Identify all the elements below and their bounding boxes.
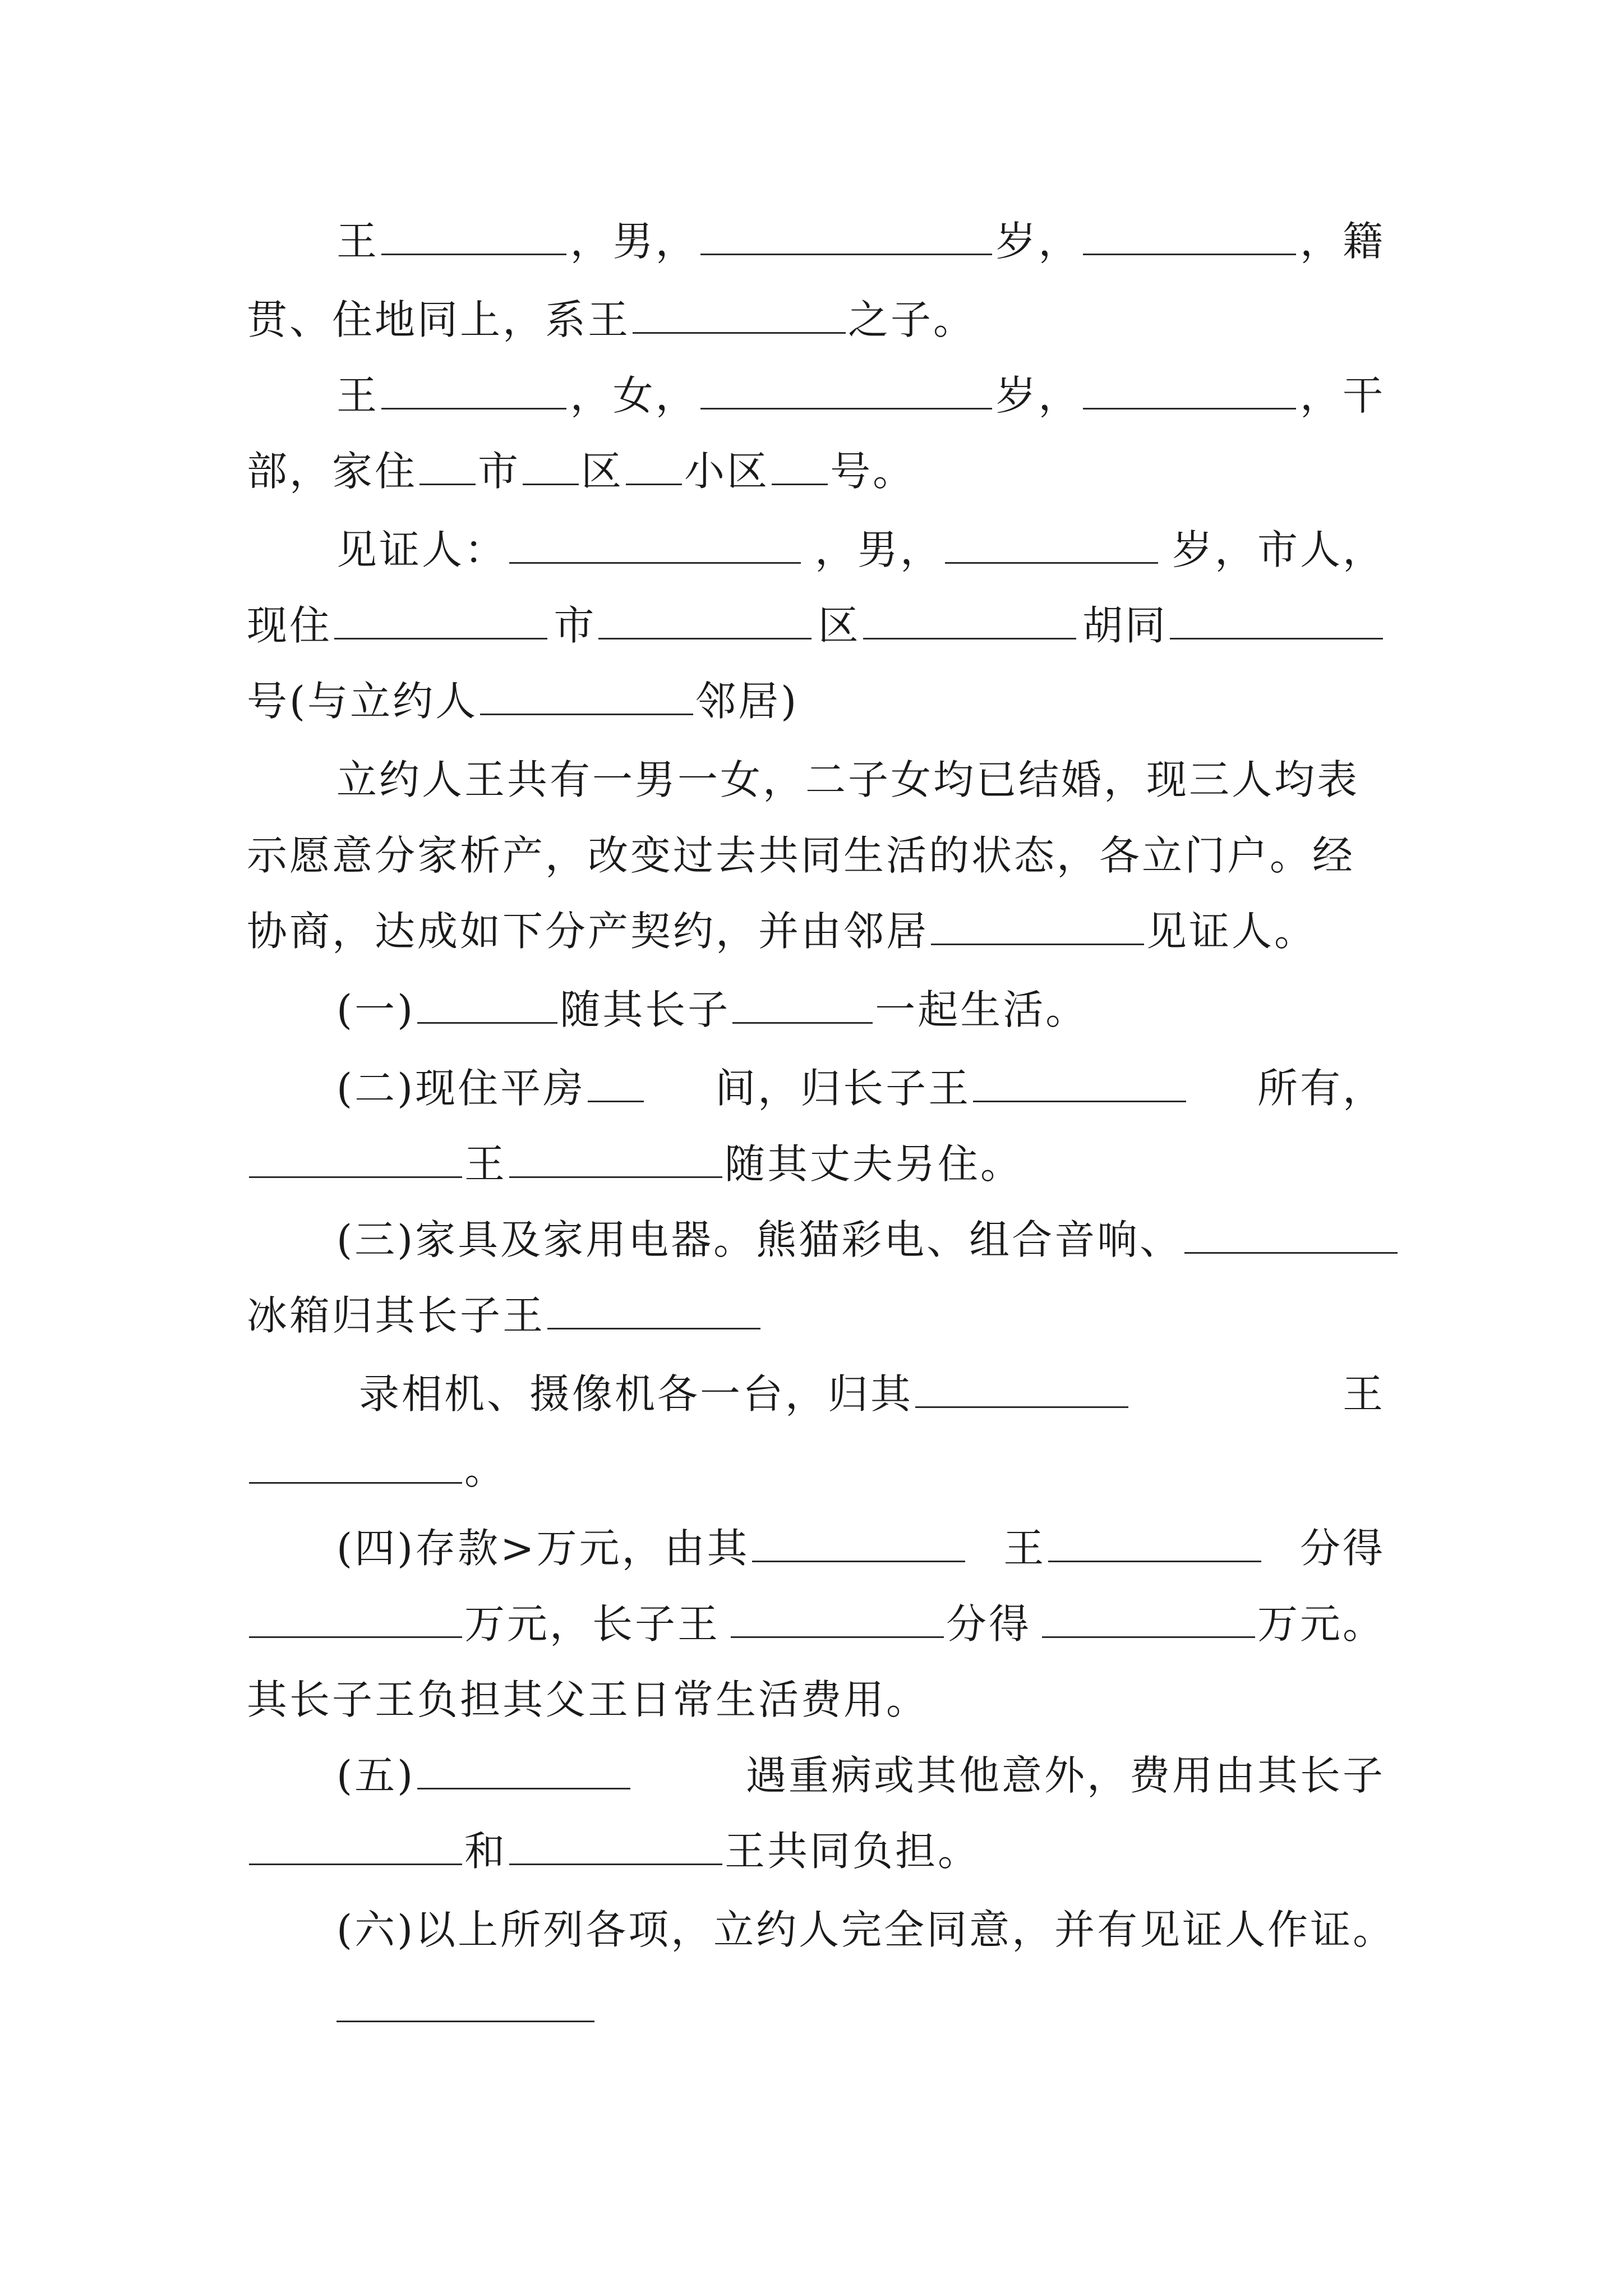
text-segment: 立约人王共有一男一女，二子女均已结婚，现三人均表 [336, 756, 1360, 803]
fill-blank[interactable] [381, 218, 566, 255]
text-segment: 王 [336, 213, 569, 269]
text-line [336, 752, 1385, 808]
text-line [336, 982, 1385, 1038]
text-segment: 录相机、摄像机各一台，归其 [359, 1366, 1131, 1422]
fill-blank[interactable] [249, 1446, 462, 1484]
text-line [336, 1902, 1396, 1958]
fill-blank[interactable] [509, 1828, 722, 1865]
fill-blank[interactable] [772, 448, 828, 485]
fill-blank[interactable] [1083, 218, 1296, 255]
fill-blank[interactable] [752, 1525, 965, 1562]
fill-blank[interactable] [419, 448, 476, 485]
text-segment: 分得 [1299, 1525, 1385, 1572]
fill-blank[interactable] [547, 1292, 760, 1329]
fill-blank[interactable] [700, 218, 992, 255]
text-segment: 邻居) [695, 678, 799, 725]
text-segment: 号。 [830, 448, 916, 495]
text-line [336, 1212, 1385, 1268]
text-segment: 胡同 [1082, 597, 1385, 654]
text-segment: (一) [336, 986, 416, 1033]
text-segment: 部，家住 [247, 448, 418, 495]
text-segment: 王 [1342, 1370, 1385, 1418]
fill-blank[interactable] [731, 1600, 944, 1638]
fill-blank[interactable] [915, 1370, 1128, 1408]
fill-blank[interactable] [1042, 1600, 1255, 1638]
text-segment: 号(与立约人 [247, 678, 478, 725]
fill-blank[interactable] [249, 1140, 462, 1178]
text-line [247, 903, 1385, 959]
signature-line[interactable] [336, 2019, 594, 2022]
text-segment: 遇重病或其他意外，费用由其长子 [745, 1752, 1385, 1799]
text-segment: (六)以上所列各项，立约人完全同意，并有见证人作证。 [336, 1906, 1396, 1953]
text-line [247, 1823, 1385, 1879]
fill-blank[interactable] [1083, 372, 1296, 409]
text-segment: 万元。 [1040, 1596, 1385, 1652]
fill-blank[interactable] [334, 602, 547, 639]
text-segment: 王 [1003, 1520, 1264, 1576]
text-segment: 岁， [995, 213, 1298, 269]
text-line [247, 292, 1385, 348]
fill-blank[interactable] [945, 526, 1158, 564]
fill-blank[interactable] [509, 526, 801, 564]
fill-blank[interactable] [417, 1752, 630, 1789]
text-segment: ，女， [570, 367, 994, 424]
fill-blank[interactable] [732, 986, 873, 1024]
fill-blank[interactable] [863, 602, 1076, 639]
fill-blank[interactable] [1048, 1525, 1261, 1562]
text-segment: 示愿意分家析产，改变过去共同生活的状态，各立门户。经 [247, 832, 1355, 879]
fill-blank[interactable] [700, 372, 992, 409]
text-segment: (二)现住平房 [336, 1060, 646, 1116]
text-line [247, 1136, 1385, 1192]
fill-blank[interactable] [973, 1065, 1186, 1102]
text-segment: (五) [336, 1747, 633, 1803]
text-line [336, 1747, 1385, 1803]
text-line [336, 1060, 1385, 1116]
text-segment: 现住 [247, 597, 550, 654]
text-segment: 一起生活。 [875, 986, 1089, 1033]
text-segment: 分得 [728, 1596, 1031, 1652]
text-segment: 区 [818, 597, 1078, 654]
text-segment: ，籍 [1299, 218, 1385, 265]
text-line [247, 1672, 1385, 1728]
text-line [247, 597, 1385, 654]
text-line [247, 827, 1385, 884]
text-segment: 见证人。 [1146, 908, 1317, 955]
fill-blank[interactable] [931, 908, 1144, 945]
text-segment: 协商，达成如下分产契约，并由邻居 [247, 908, 929, 955]
text-segment: 区 [581, 448, 624, 495]
text-segment: 岁，市人， [1172, 526, 1385, 573]
text-line [247, 673, 1385, 729]
text-segment: 王共同负担。 [725, 1828, 981, 1875]
fill-blank[interactable] [381, 372, 566, 409]
fill-blank[interactable] [417, 986, 557, 1024]
text-segment: 见证人： [336, 522, 803, 578]
text-line [247, 1442, 1385, 1498]
text-segment: ，干 [1299, 372, 1385, 419]
text-segment: ，男， [815, 522, 1160, 578]
text-segment: (三)家具及家用电器。熊猫彩电、组合音响、 [336, 1216, 1183, 1263]
text-segment: 之子。 [848, 296, 976, 343]
text-segment: 王 [464, 1140, 508, 1188]
text-segment: 贯、住地同上，系王 [247, 296, 631, 343]
text-segment: 市 [478, 448, 521, 495]
text-segment: 岁， [995, 367, 1298, 424]
text-line [336, 367, 1385, 424]
text-segment: 冰箱归其长子王 [247, 1292, 546, 1339]
fill-blank[interactable] [1170, 602, 1383, 639]
text-segment: (四)存款>万元，由其 [336, 1520, 967, 1576]
text-segment: 小区 [684, 448, 770, 495]
text-line [247, 1596, 1385, 1652]
text-line [247, 1287, 1385, 1343]
text-line [336, 1520, 1385, 1576]
fill-blank[interactable] [633, 296, 846, 334]
text-segment: 间，归长子王 [715, 1060, 1188, 1116]
text-segment: 。 [464, 1446, 508, 1493]
text-segment: 随其长子 [560, 986, 731, 1033]
text-segment: 万元，长子王 [247, 1596, 720, 1652]
fill-blank[interactable] [480, 678, 693, 715]
text-segment: 其长子王负担其父王日常生活费用。 [247, 1676, 929, 1723]
text-segment: 和 [464, 1828, 508, 1875]
fill-blank[interactable] [249, 1600, 462, 1638]
text-line [359, 1366, 1385, 1422]
fill-blank[interactable] [598, 602, 811, 639]
fill-blank[interactable] [249, 1828, 462, 1865]
text-line [336, 213, 1385, 269]
text-segment: 王 [336, 367, 569, 424]
fill-blank[interactable] [588, 1065, 644, 1102]
text-segment: 所有， [1257, 1065, 1385, 1112]
fill-blank[interactable] [1184, 1216, 1398, 1254]
text-line [247, 443, 1385, 499]
fill-blank[interactable] [509, 1140, 722, 1178]
fill-blank[interactable] [626, 448, 682, 485]
text-line [336, 522, 1385, 578]
fill-blank[interactable] [523, 448, 579, 485]
text-segment: ，男， [570, 213, 994, 269]
text-segment: 随其丈夫另住。 [725, 1140, 1023, 1188]
text-segment: 市 [554, 597, 814, 654]
